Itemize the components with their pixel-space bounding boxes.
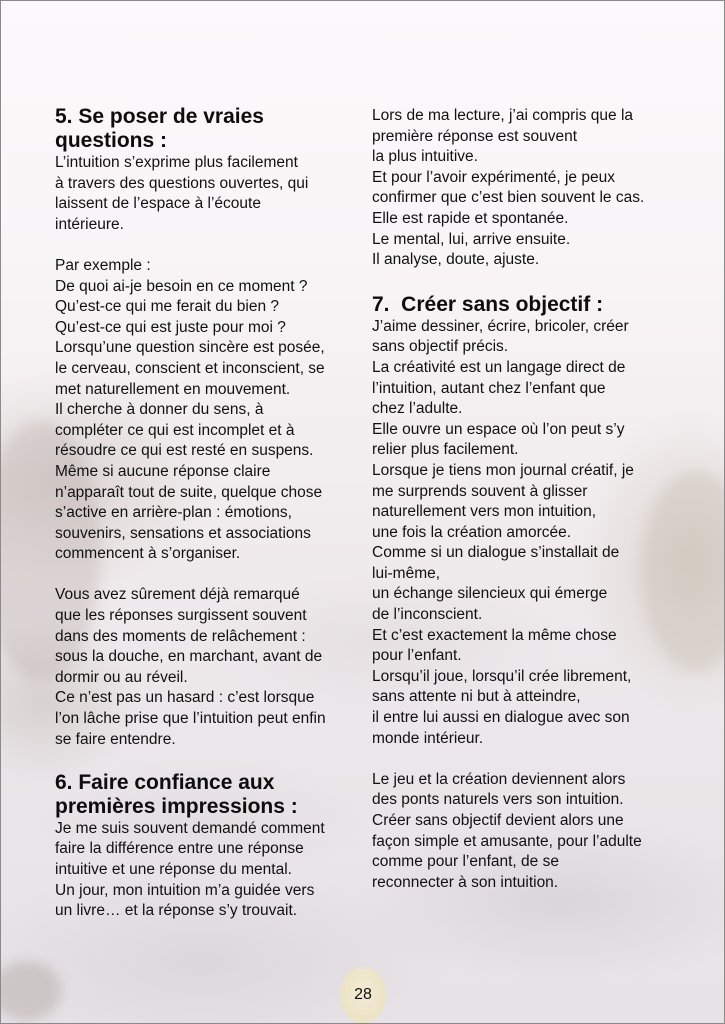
text-line: Créer sans objectif devient alors une [372, 812, 624, 829]
text-line: relier plus facilement. [372, 441, 519, 459]
text-line: Je me suis souvent demandé comment [55, 819, 325, 837]
section-5-heading [55, 105, 355, 153]
text-line: un échange silencieux qui émerge [372, 585, 608, 603]
text-line: intérieure. [55, 215, 124, 233]
text-line: laissent de l’espace à l’écoute [55, 195, 261, 213]
text-line: sous la douche, en marchant, avant de [55, 648, 323, 666]
text-line: Lorsqu’une question sincère est posée, [55, 339, 325, 357]
page-number: 28 [354, 986, 372, 1003]
text-line: comme pour l’enfant, de se [372, 853, 559, 871]
text-line: met naturellement en mouvement. [55, 380, 291, 398]
text-line: me surprends souvent à glisser [372, 482, 588, 500]
section-5 [55, 105, 355, 750]
text-line: lui-même, [372, 564, 441, 582]
section-5-paragraph-1 [55, 153, 355, 235]
text-line: L’intuition s’exprime plus facilement [55, 154, 298, 171]
text-line: que les réponses surgissent souvent [55, 607, 307, 625]
page-number-badge [340, 967, 386, 1023]
section-7-paragraph-1 [372, 317, 692, 749]
text-line: première réponse est souvent [372, 127, 578, 145]
text-line: Comme si un dialogue s’installait de [372, 544, 620, 562]
text-line: à travers des questions ouvertes, qui [55, 174, 309, 192]
section-5-paragraph-3 [55, 585, 355, 750]
text-line: Un jour, mon intuition m’a guidée vers [55, 881, 315, 899]
text-line: dormir ou au réveil. [55, 668, 188, 686]
text-line: Elle est rapide et spontanée. [372, 209, 569, 227]
text-line: de l’inconscient. [372, 606, 483, 624]
text-line: s’active en arrière-plan : émotions, [55, 504, 292, 522]
text-line: Elle ouvre un espace où l’on peut s’y [372, 420, 625, 438]
heading-line: questions : [55, 129, 168, 152]
text-line: Le jeu et la création deviennent alors [372, 770, 626, 788]
text-line: pour l’enfant. [372, 647, 462, 665]
section-7 [372, 293, 692, 894]
text-line: confirmer que c’est bien souvent le cas. [372, 189, 645, 207]
section-7-heading [372, 293, 692, 317]
text-line: résoudre ce qui est resté en suspens. [55, 442, 314, 460]
text-line: Et pour l’avoir expérimenté, je peux [372, 168, 615, 186]
section-6 [55, 771, 355, 922]
text-line: Même si aucune réponse claire [55, 462, 271, 480]
text-line: n’apparaît tout de suite, quelque chose [55, 483, 323, 501]
text-line: Le mental, lui, arrive ensuite. [372, 230, 571, 248]
text-line: la plus intuitive. [372, 148, 478, 166]
text-line: Il analyse, doute, ajuste. [372, 251, 540, 269]
text-line: commencent à s’organiser. [55, 545, 241, 563]
text-line: il entre lui aussi en dialogue avec son [372, 709, 630, 727]
text-line: monde intérieur. [372, 729, 484, 747]
text-line: une fois la création amorcée. [372, 523, 572, 541]
text-line: l’intuition, autant chez l’enfant que [372, 379, 606, 397]
right-column [372, 106, 692, 893]
text-line: Lors de ma lecture, j’ai compris que la [372, 107, 634, 124]
heading-line: 6. Faire confiance aux [55, 770, 275, 794]
section-7-paragraph-2 [372, 770, 692, 894]
text-line: J’aime dessiner, écrire, bricoler, créer [372, 317, 629, 335]
text-line: l’on lâche prise que l’intuition peut enfin [55, 710, 326, 728]
text-line: Par exemple : [55, 256, 151, 274]
text-line: naturellement vers mon intuition, [372, 503, 597, 521]
text-line: Et c’est exactement la même chose [372, 626, 617, 644]
text-line: sans objectif précis. [372, 338, 509, 356]
text-line: Lorsque je tiens mon journal créatif, je [372, 461, 634, 479]
text-line: Qu’est-ce qui est juste pour moi ? [55, 318, 286, 336]
heading-line: 5. Se poser de vraies [55, 105, 264, 128]
text-line: Il cherche à donner du sens, à [55, 401, 264, 419]
section-6-heading [55, 771, 355, 819]
text-line: compléter ce qui est incomplet et à [55, 421, 295, 439]
text-line: un livre… et la réponse s’y trouvait. [55, 902, 298, 920]
text-line: Vous avez sûrement déjà remarqué [55, 586, 300, 604]
text-line: De quoi ai-je besoin en ce moment ? [55, 277, 308, 295]
text-line: faire la différence entre une réponse [55, 840, 304, 858]
section-6-continued [372, 106, 692, 271]
text-line: façon simple et amusante, pour l’adulte [372, 832, 642, 850]
heading-line: premières impressions : [55, 794, 298, 818]
text-line: dans des moments de relâchement : [55, 627, 306, 645]
text-line: La créativité est un langage direct de [372, 358, 626, 376]
section-5-paragraph-2 [55, 256, 355, 565]
heading-line: 7. Créer sans objectif : [372, 292, 604, 316]
text-line: se faire entendre. [55, 730, 176, 748]
text-line: sans attente ni but à atteindre, [372, 688, 581, 706]
text-line: Qu’est-ce qui me ferait du bien ? [55, 298, 280, 316]
text-line: des ponts naturels vers son intuition. [372, 791, 624, 809]
background-frosted-grass-bottom-left [0, 961, 61, 1021]
text-line: souvenirs, sensations et associations [55, 524, 311, 542]
text-line: chez l’adulte. [372, 400, 463, 418]
text-line: Lorsqu’il joue, lorsqu’il crée librement, [372, 667, 632, 685]
left-column [55, 105, 355, 922]
text-line: le cerveau, conscient et inconscient, se [55, 359, 325, 377]
section-6-paragraph-1 [55, 819, 355, 922]
text-line: reconnecter à son intuition. [372, 873, 559, 891]
text-line: Ce n’est pas un hasard : c’est lorsque [55, 689, 315, 707]
text-line: intuitive et une réponse du mental. [55, 861, 292, 878]
